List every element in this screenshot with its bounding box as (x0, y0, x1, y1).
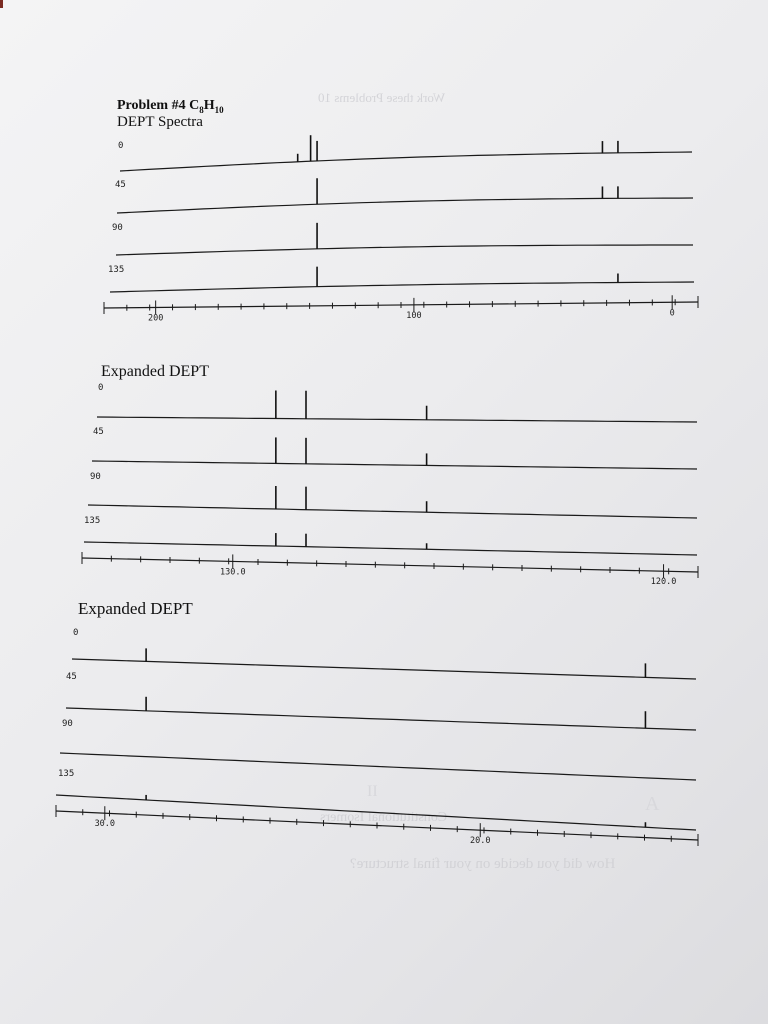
full-dept-trace-label-135: 135 (108, 265, 125, 275)
full-dept-trace-label-0: 0 (118, 141, 124, 151)
title-subscript-8: 8 (199, 104, 204, 115)
expanded-dept-aliphatic-axis-tick-label-0: 30.0 (94, 819, 116, 830)
expanded-dept-aliphatic-trace-45-baseline (66, 708, 696, 730)
expanded-dept-aromatic-trace-0-baseline (97, 417, 697, 422)
expanded-dept-aliphatic-trace-135-baseline (56, 795, 696, 830)
full-dept-axis-tick-label-1: 100 (406, 310, 422, 321)
expanded-dept-aromatic-trace-label-45: 45 (93, 427, 104, 437)
ghost-text-top: Work these Problems 10 (318, 90, 446, 105)
dept-spectra-title: DEPT Spectra (117, 114, 203, 130)
ghost-text-bottom: How did you decide on your final structure? (350, 856, 616, 872)
full-dept-trace-45-baseline (117, 198, 693, 213)
ghost-text-numeral: II (367, 783, 378, 800)
expanded-dept-aliphatic-trace-label-45: 45 (66, 672, 77, 682)
expanded-dept-aliphatic-trace-0-baseline (72, 659, 696, 679)
full-dept-trace-90-baseline (116, 245, 693, 255)
full-dept-trace-label-90: 90 (112, 223, 123, 233)
expanded-dept-aromatic-axis-line (82, 558, 698, 572)
expanded-dept-aliphatic-trace-label-0: 0 (73, 628, 79, 638)
full-dept-axis-tick-label-0: 200 (147, 313, 164, 324)
expanded-dept-aliphatic-trace-label-90: 90 (62, 719, 73, 729)
expanded-dept-aromatic-trace-90-baseline (88, 505, 697, 518)
expanded-dept-aliphatic-axis-tick-label-1: 20.0 (470, 836, 491, 847)
title-subscript-10: 10 (214, 104, 224, 115)
full-dept-trace-135-baseline (110, 282, 694, 292)
title-text: Problem #4 C (117, 98, 200, 113)
expanded-dept-aromatic-trace-label-135: 135 (84, 516, 101, 526)
expanded-dept-aliphatic-trace-90-baseline (60, 753, 696, 780)
ghost-text-mid: Constitutional Isomers (320, 810, 448, 825)
full-dept-trace-label-45: 45 (115, 180, 126, 190)
expanded-dept-aromatic-trace-label-0: 0 (98, 383, 104, 393)
expanded-dept-aromatic-axis-tick-label-0: 130.0 (219, 567, 246, 578)
expanded-dept-title-1: Expanded DEPT (101, 363, 209, 380)
expanded-dept-aromatic-axis-tick-label-1: 120.0 (650, 577, 677, 588)
expanded-dept-title-2: Expanded DEPT (78, 599, 193, 618)
expanded-dept-aliphatic-trace-label-135: 135 (58, 769, 75, 779)
title-h: H (203, 98, 215, 113)
expanded-dept-aromatic-trace-45-baseline (92, 461, 697, 469)
full-dept-axis-tick-label-2: 0 (669, 308, 675, 319)
full-dept-trace-0-baseline (120, 152, 692, 171)
expanded-dept-aromatic-trace-label-90: 90 (90, 472, 101, 482)
expanded-dept-aromatic-trace-135-baseline (84, 542, 697, 555)
ghost-text-letter-a: A (645, 793, 660, 815)
